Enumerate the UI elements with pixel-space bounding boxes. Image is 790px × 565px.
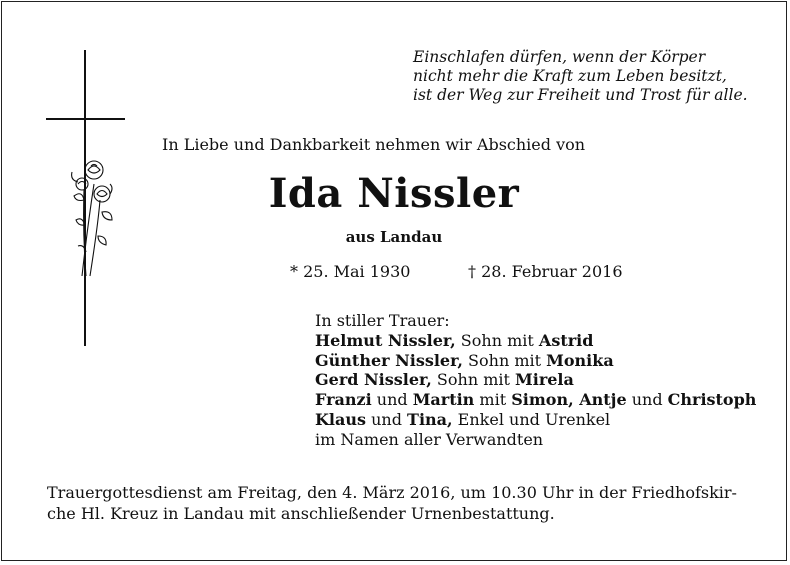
mourner-connector: mit: [474, 390, 512, 410]
mourner-name: Martin: [412, 390, 475, 410]
mourner-name: Franzi: [315, 390, 372, 410]
mourner-name: Günther Nissler,: [315, 350, 463, 370]
poem: [413, 48, 748, 105]
poem-line: ist der Weg zur Freiheit und Trost für alle.: [413, 86, 748, 104]
mourner-line: [315, 370, 756, 390]
obituary-card: [1, 1, 787, 561]
mourner-name: Monika: [546, 350, 614, 370]
funeral-service-info: [47, 482, 737, 524]
mourners-closing: im Namen aller Verwandten: [315, 429, 544, 449]
mourner-line: [315, 331, 756, 351]
mourner-name: Gerd Nissler,: [315, 370, 432, 390]
mourner-name: Simon, Antje: [511, 390, 627, 410]
mourner-relation: Enkel und Urenkel: [452, 409, 611, 429]
mourner-line: [315, 351, 756, 371]
mourner-name: Mirela: [515, 370, 574, 390]
mourners-list: [315, 311, 756, 450]
mourners-heading: In stiller Trauer:: [315, 311, 450, 330]
mourner-relation: Sohn mit: [455, 330, 539, 350]
mourner-line: [315, 390, 756, 410]
deceased-name: Ida Nissler: [268, 170, 520, 217]
mourner-name: Tina,: [407, 409, 453, 429]
death-date: † 28. Februar 2016: [468, 262, 623, 281]
poem-line: Einschlafen dürfen, wenn der Körper: [413, 48, 706, 66]
mourner-name: Christoph: [667, 390, 757, 410]
mourner-connector: und: [626, 390, 668, 410]
mourner-connector: und: [366, 409, 408, 429]
poem-line: nicht mehr die Kraft zum Leben besitzt,: [413, 67, 727, 85]
cross-icon-horizontal: [46, 118, 125, 120]
mourner-line: [315, 410, 756, 430]
birth-date: * 25. Mai 1930: [290, 262, 411, 281]
mourner-name: Astrid: [538, 330, 594, 350]
deceased-origin: aus Landau: [345, 228, 443, 246]
mourner-relation: Sohn mit: [462, 350, 547, 370]
intro-text: In Liebe und Dankbarkeit nehmen wir Abschied von: [162, 135, 586, 154]
service-line: Trauergottesdienst am Freitag, den 4. März 2016, um 10.30 Uhr in der Friedhofskir-: [47, 483, 737, 502]
mourner-name: Helmut Nissler,: [315, 330, 456, 350]
mourner-connector: und: [371, 390, 413, 410]
mourner-name: Klaus: [315, 409, 366, 429]
service-line: che Hl. Kreuz in Landau mit anschließender Urnenbestattung.: [47, 504, 555, 523]
mourner-relation: Sohn mit: [431, 370, 516, 390]
